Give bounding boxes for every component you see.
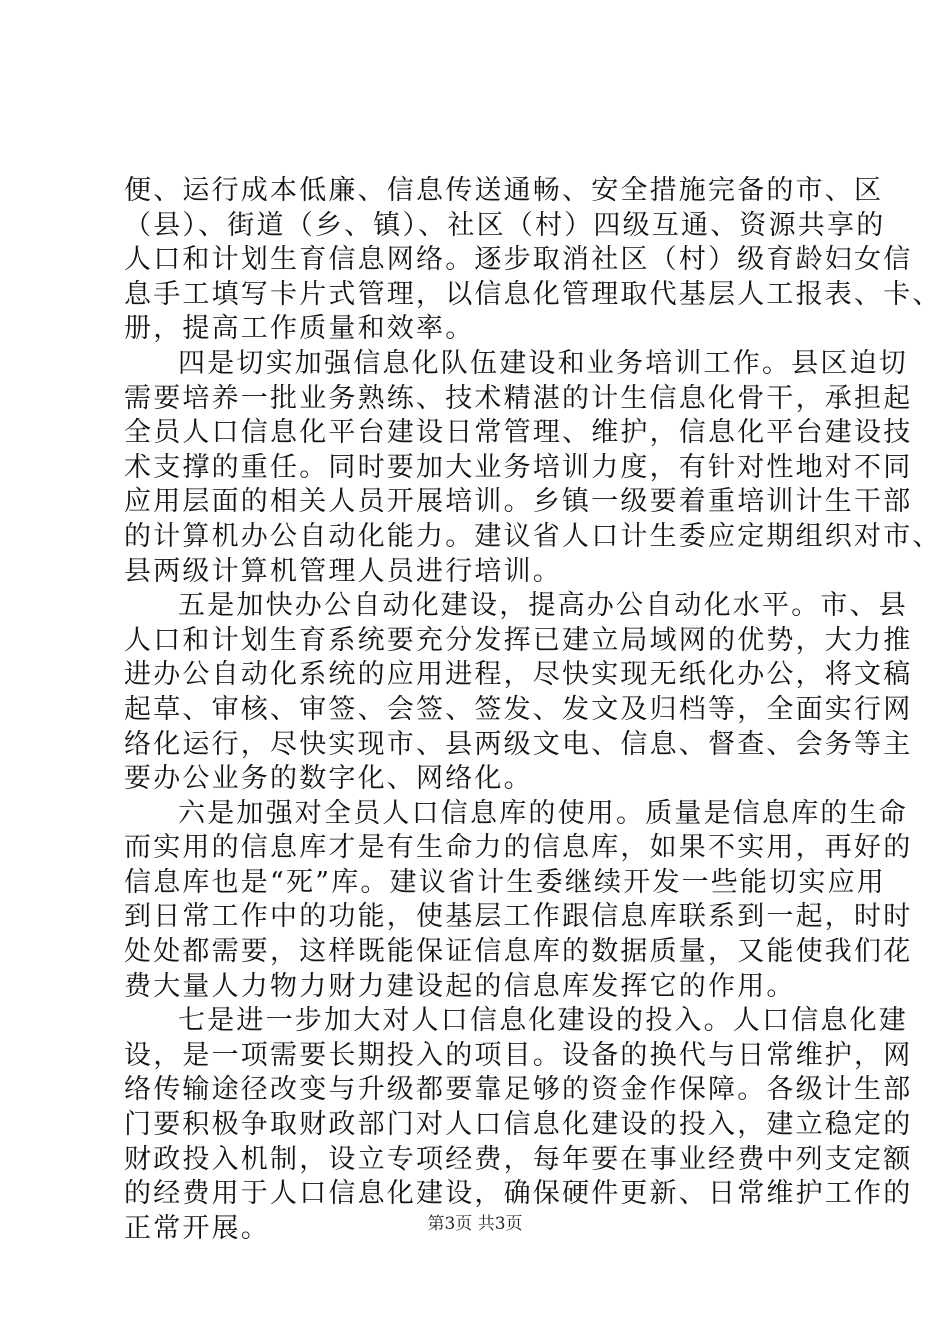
text-line: （县）、街道（乡、镇）、社区（村）四级互通、资源共享的	[124, 209, 886, 241]
text-line: 四是切实加强信息化队伍建设和业务培训工作。县区迫切	[178, 347, 908, 379]
text-line: 六是加强对全员人口信息库的使用。质量是信息库的生命	[178, 797, 908, 829]
text-line: 费大量人力物力财力建设起的信息库发挥它的作用。	[124, 970, 796, 1002]
text-line: 络传输途径改变与升级都要靠足够的资金作保障。各级计生部	[124, 1074, 913, 1106]
text-line: 处处都需要，这样既能保证信息库的数据质量，又能使我们花	[124, 936, 913, 968]
text-line: 而实用的信息库才是有生命力的信息库，如果不实用，再好的	[124, 832, 913, 864]
page-footer	[0, 1213, 950, 1235]
text-line: 正常开展。	[124, 1212, 270, 1244]
text-line: 便、运行成本低廉、信息传送通畅、安全措施完备的市、区	[124, 175, 884, 206]
text-line: 术支撑的重任。同时要加大业务培训力度，有针对性地对不同	[124, 451, 913, 483]
text-line: 的经费用于人口信息化建设，确保硬件更新、日常维护工作的	[124, 1178, 913, 1210]
text-line: 到日常工作中的功能，使基层工作跟信息库联系到一起，时时	[124, 901, 913, 933]
text-line: 起草、审核、审签、会签、签发、发文及归档等，全面实行网	[124, 693, 913, 725]
text-line: 进办公自动化系统的应用进程，尽快实现无纸化办公，将文稿	[124, 659, 913, 691]
paragraph	[124, 797, 913, 1005]
paragraph	[124, 589, 913, 797]
text-line: 县两级计算机管理人员进行培训。	[124, 555, 562, 587]
text-line: 络化运行，尽快实现市、县两级文电、信息、督查、会务等主	[124, 728, 913, 760]
text-line: 七是进一步加大对人口信息化建设的投入。人口信息化建	[178, 1005, 908, 1037]
text-line: 财政投入机制，设立专项经费，每年要在事业经费中列支定额	[124, 1143, 913, 1175]
paragraph	[124, 1004, 913, 1246]
text-line: 信息库也是“死”库。建议省计生委继续开发一些能切实应用	[124, 866, 887, 898]
text-line: 要办公业务的数字化、网络化。	[124, 763, 533, 795]
text-line: 的计算机办公自动化能力。建议省人口计生委应定期组织对市、	[124, 520, 942, 552]
text-line: 息手工填写卡片式管理，以信息化管理取代基层人工报表、卡、	[124, 278, 942, 310]
text-line: 门要积极争取财政部门对人口信息化建设的投入，建立稳定的	[124, 1109, 913, 1141]
text-line: 应用层面的相关人员开展培训。乡镇一级要着重培训计生干部	[124, 486, 913, 518]
text-line: 人口和计划生育系统要充分发挥已建立局域网的优势，大力推	[124, 624, 913, 656]
text-line: 人口和计划生育信息网络。逐步取消社区（村）级育龄妇女信	[124, 244, 913, 276]
text-line: 五是加快办公自动化建设，提高办公自动化水平。市、县	[178, 590, 908, 622]
text-line: 需要培养一批业务熟练、技术精湛的计生信息化骨干，承担起	[124, 382, 913, 414]
page-number: 第3页 共3页	[427, 1214, 523, 1234]
paragraph	[124, 347, 942, 589]
text-line: 设，是一项需要长期投入的项目。设备的换代与日常维护，网	[124, 1039, 913, 1071]
document-body	[124, 174, 942, 1246]
text-line: 全员人口信息化平台建设日常管理、维护，信息化平台建设技	[124, 417, 913, 449]
text-line: 册，提高工作质量和效率。	[124, 313, 475, 345]
paragraph	[124, 174, 942, 347]
